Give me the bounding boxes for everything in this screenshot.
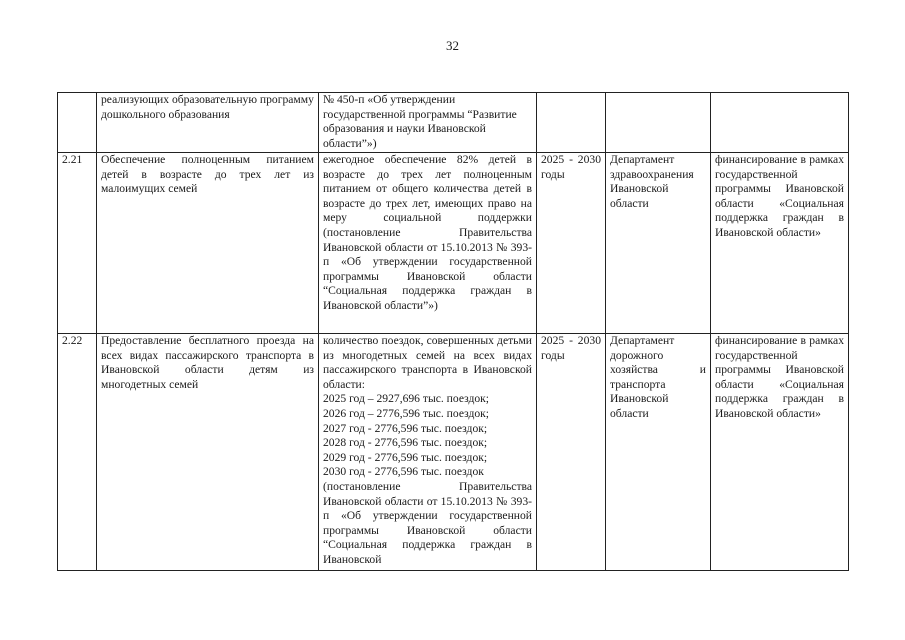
measure-cell: реализующих образовательную программу дошкольного образования bbox=[97, 93, 319, 153]
table-row bbox=[58, 93, 849, 153]
indicator-year-line: 2028 год - 2776,596 тыс. поездок; bbox=[323, 436, 488, 450]
indicator-year-line: 2030 год - 2776,596 тыс. поездок bbox=[323, 465, 484, 479]
row-number bbox=[58, 93, 97, 153]
indicator-cell: ежегодное обеспечение 82% детей в возрасте до трех лет полноценным питанием от общего количества детей в возрасте до трех лет, имеющих право на меру социальной поддержки (постановление Правительства Ивановской области от 15.10.2013 № 393-п «Об утверждении государственной программы Ивановской области “Социальная поддержка граждан в Ивановской области”») bbox=[319, 153, 537, 334]
measures-table bbox=[57, 92, 849, 571]
executor-cell bbox=[606, 93, 711, 153]
measure-cell: Предоставление бесплатного проезда на всех видах пассажирского транспорта в Ивановской области детям из многодетных семей bbox=[97, 334, 319, 571]
executor-cell: Департамент дорожного хозяйства и транспорта Ивановской области bbox=[606, 334, 711, 571]
indicator-intro: количество поездок, совершенных детьми из многодетных семей на всех видах пассажирского транспорта в Ивановской области: bbox=[323, 334, 532, 391]
executor-cell: Департамент здравоохранения Ивановской области bbox=[606, 153, 711, 334]
indicator-cell: № 450-п «Об утверждении государственной программы “Развитие образования и науки Ивановской области”») bbox=[319, 93, 537, 153]
period-cell: 2025 - 2030 годы bbox=[537, 153, 606, 334]
indicator-year-line: 2026 год – 2776,596 тыс. поездок; bbox=[323, 406, 490, 420]
indicator-year-line: 2029 год - 2776,596 тыс. поездок; bbox=[323, 450, 488, 464]
measure-cell: Обеспечение полноценным питанием детей в возрасте до трех лет из малоимущих семей bbox=[97, 153, 319, 334]
row-number: 2.21 bbox=[58, 153, 97, 334]
financing-cell: финансирование в рамках государственной программы Ивановской области «Социальная поддержка граждан в Ивановской области» bbox=[711, 334, 849, 571]
page-number: 32 bbox=[446, 38, 459, 53]
table-row bbox=[58, 334, 849, 571]
period-cell: 2025 - 2030 годы bbox=[537, 334, 606, 571]
financing-cell bbox=[711, 93, 849, 153]
period-cell bbox=[537, 93, 606, 153]
row-number: 2.22 bbox=[58, 334, 97, 571]
indicator-outro: (постановление Правительства Ивановской области от 15.10.2013 № 393-п «Об утверждении государственной программы Ивановской области “Социальная поддержка граждан в Ивановской bbox=[323, 479, 532, 566]
indicator-year-line: 2027 год - 2776,596 тыс. поездок; bbox=[323, 421, 488, 435]
table-row bbox=[58, 153, 849, 334]
financing-cell: финансирование в рамках государственной программы Ивановской области «Социальная поддержка граждан в Ивановской области» bbox=[711, 153, 849, 334]
indicator-cell bbox=[319, 334, 537, 571]
indicator-year-line: 2025 год – 2927,696 тыс. поездок; bbox=[323, 392, 490, 406]
